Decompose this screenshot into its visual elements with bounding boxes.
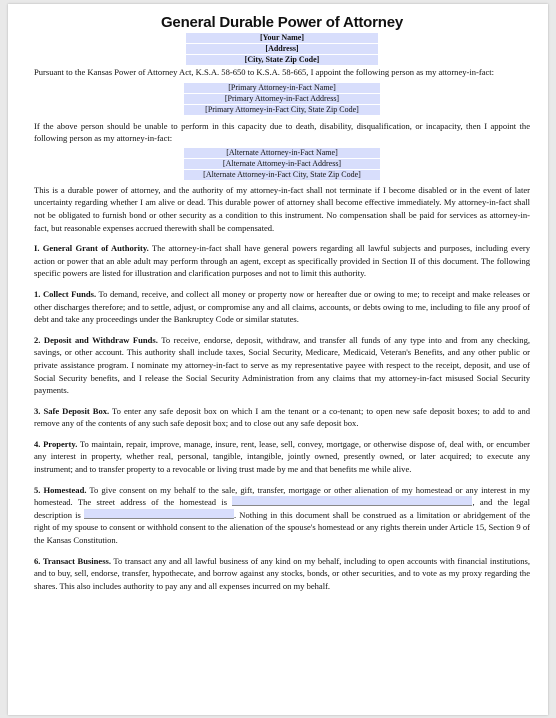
alternate-city-field[interactable]: [Alternate Attorney-in-Fact City, State Zip Code] xyxy=(184,170,380,181)
alternate-name-field[interactable]: [Alternate Attorney-in-Fact Name] xyxy=(184,148,380,159)
section-text: . Nothing in this document shall be construed as a limitation or abridgement of the right of my spouse to consent or withhold consent to the alienation of the spouse's homestead or any rights therein under Article 15, Section 9 of the Kansas Constitution. xyxy=(34,509,530,546)
alternate-intro-paragraph: If the above person should be unable to perform in this capacity due to death, disability, disqualification, or incapacity, then I appoint the following person as my attorney-in-fact: xyxy=(34,120,530,144)
section-text: To receive, endorse, deposit, withdraw, and transfer all funds of any type into and from any checking, savings, or other account. This authority shall include taxes, Social Security, Medicare, Medicaid, Veteran's Benefits, and any other public or private assistance program. I nominate my attorney-in-fact to serve as my representative payee with respect to the receipt, deposit, and use of Social Security benefits, and I release the Social Security Administration from any claims that my attorney-in-fact misused Social Security payments. xyxy=(34,334,530,396)
durable-paragraph: This is a durable power of attorney, and the authority of my attorney-in-fact shall not terminate if I become disabled or in the event of later uncertainty regarding whether I am alive or dead. This durable power of attorney shall become effective immediately. My attorney-in-fact shall not be obligated to furnish bond or other security as a condition to this instrument. No compensation shall be paid for services as attorney-in-fact, but reasonable expenses accrued therewith shall be compensated. xyxy=(34,184,530,233)
section-text: To transact any and all lawful business of any kind on my behalf, including to open accounts with financial institutions, and to buy, sell, endorse, transfer, hypothecate, and borrow against any stocks, bonds, or other securities, and to vote as my proxy regarding the shares. This also includes authority to pay any and all expenses incurred on my behalf. xyxy=(34,555,530,591)
section-text: To enter any safe deposit box on which I am the tenant or a co-tenant; to open new safe deposit boxes; to add to and remove any of the contents of any such safe deposit box; and to close out any safe deposit box. xyxy=(34,405,530,429)
section-text: To give consent on my behalf to the sale, gift, transfer, mortgage or other alienation of my homestead or any interest in my homestead. The street address of the homestead is xyxy=(34,484,530,508)
section-text: To maintain, repair, improve, manage, insure, rent, lease, sell, convey, mortgage, or otherwise dispose of, deal with, or encumber any interest in property, whether real, personal, tangible, intangible, jointly owned, presently owned, or later acquired; to execute any instrument; and to transfer property to a revocable or living trust made by me and that benefits me while alive. xyxy=(34,438,530,475)
principal-city-field[interactable]: [City, State Zip Code] xyxy=(186,55,378,66)
primary-attorney-fields xyxy=(184,83,380,116)
section-collect-funds xyxy=(34,288,530,326)
section-heading: 3. Safe Deposit Box. xyxy=(34,405,110,416)
primary-city-field[interactable]: [Primary Attorney-in-Fact City, State Zip Code] xyxy=(184,105,380,116)
section-transact-business xyxy=(34,555,530,593)
document-page xyxy=(8,4,548,715)
alternate-attorney-fields xyxy=(184,148,380,181)
document-content xyxy=(34,12,530,592)
homestead-address-field-continued[interactable] xyxy=(382,496,472,506)
section-heading: 1. Collect Funds. xyxy=(34,288,97,299)
principal-fields xyxy=(186,33,378,66)
principal-name-field[interactable]: [Your Name] xyxy=(186,33,378,44)
section-heading: 2. Deposit and Withdraw Funds. xyxy=(34,334,158,345)
homestead-legal-description-field[interactable] xyxy=(84,509,234,519)
section-text: To demand, receive, and collect all money or property now or hereafter due or owing to me; to receipt and make releases or other discharges therefore; and to settle, adjust, or compromise any and all claims, accounts, or debts owing to me, including to file any proof of debt and take any proceedings under the Bankruptcy Code or similar statutes. xyxy=(34,288,530,325)
section-safe-deposit-box xyxy=(34,405,530,430)
section-heading: 5. Homestead. xyxy=(34,484,87,495)
section-text: , and the legal description is xyxy=(34,497,530,520)
alternate-address-field[interactable]: [Alternate Attorney-in-Fact Address] xyxy=(184,159,380,170)
primary-address-field[interactable]: [Primary Attorney-in-Fact Address] xyxy=(184,94,380,105)
homestead-address-field[interactable] xyxy=(232,496,382,506)
intro-paragraph: Pursuant to the Kansas Power of Attorney Act, K.S.A. 58-650 to K.S.A. 58-665, I appoint the following person as my attorney-in-fact: xyxy=(34,67,495,77)
section-general-grant xyxy=(34,242,530,280)
document-title: General Durable Power of Attorney xyxy=(160,14,404,31)
section-heading: 4. Property. xyxy=(34,438,78,449)
section-property xyxy=(34,438,530,476)
section-heading: 6. Transact Business. xyxy=(34,555,112,566)
section-homestead xyxy=(34,484,530,547)
section-heading: I. General Grant of Authority. xyxy=(34,243,149,254)
primary-name-field[interactable]: [Primary Attorney-in-Fact Name] xyxy=(184,83,380,94)
section-text: The attorney-in-fact shall have general powers regarding all lawful subjects and purposes, including every action or power that an able adult may perform through an agent, except as specifically provided in Section II of this document. The following specific powers are listed for illustration and clarification purposes and not to limit this authority. xyxy=(34,243,530,279)
principal-address-field[interactable]: [Address] xyxy=(186,44,378,55)
section-deposit-withdraw xyxy=(34,334,530,397)
